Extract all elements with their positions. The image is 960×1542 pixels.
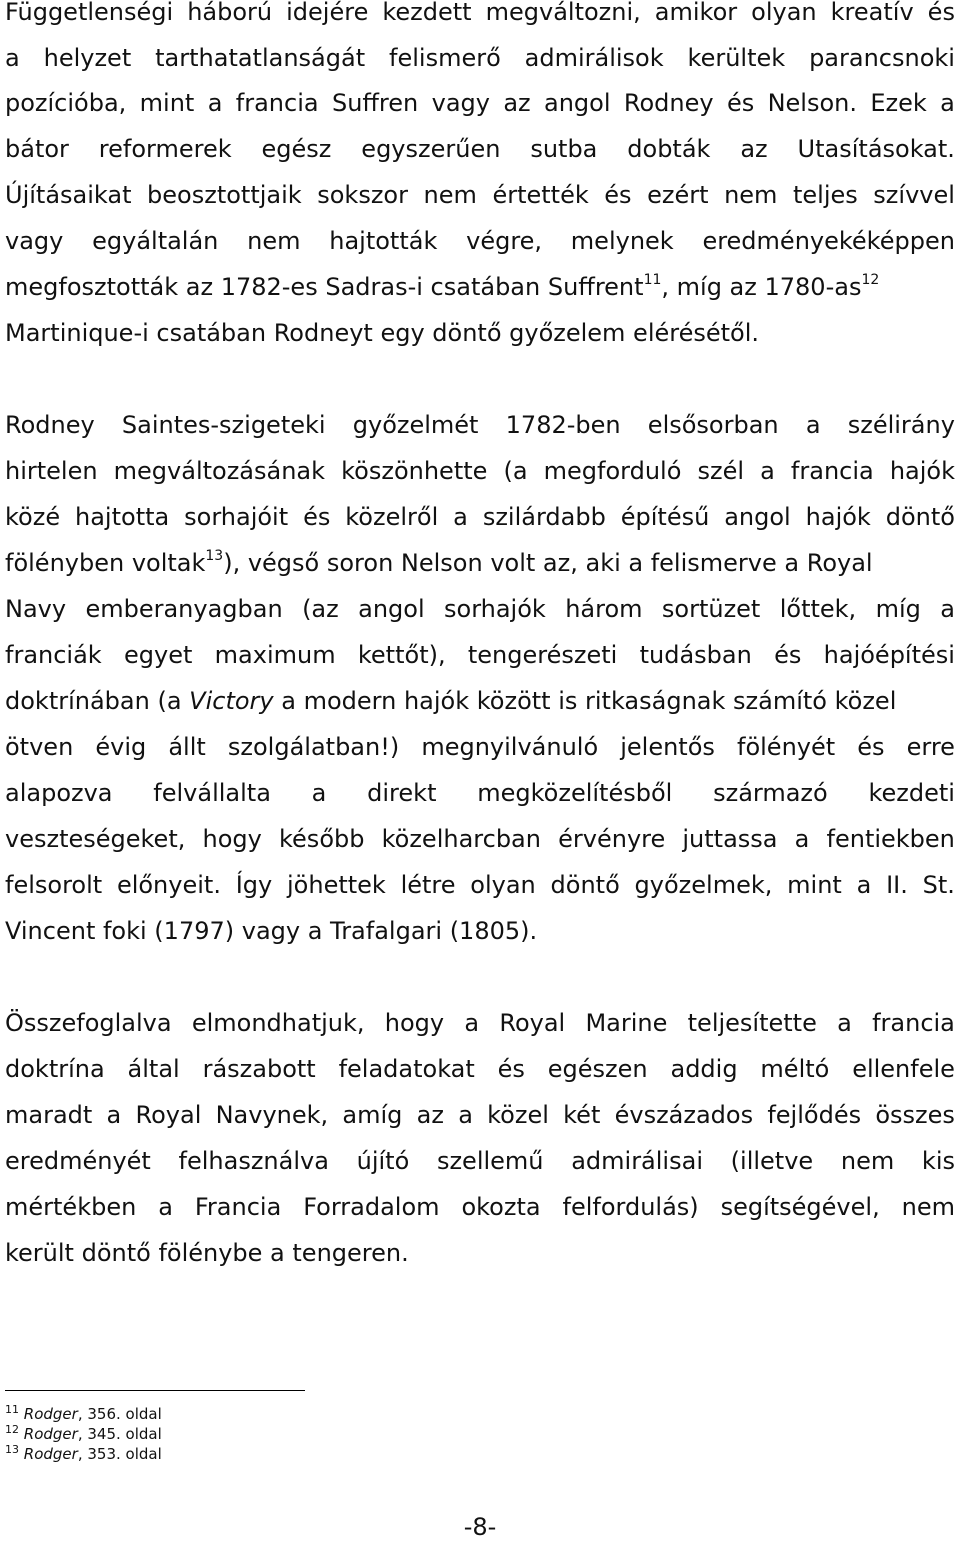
word: hajóépítési — [823, 641, 955, 669]
word: az — [416, 1101, 444, 1129]
word: míg — [875, 595, 921, 623]
footnote-ref-13: 13 — [205, 548, 224, 564]
footnote-source: Rodger — [23, 1425, 78, 1443]
word: és — [604, 181, 632, 209]
word: helyzet — [43, 44, 132, 72]
text-line — [5, 824, 955, 854]
word: teljes — [792, 181, 858, 209]
word: olyan — [751, 0, 817, 26]
word: Saintes-szigeteki — [121, 411, 326, 439]
text-line — [5, 732, 955, 762]
word: döntő — [550, 871, 620, 899]
word: admirálisai — [571, 1147, 703, 1175]
word: Forradalom — [303, 1193, 440, 1221]
word: segítségével, — [720, 1193, 880, 1221]
page-number: -8- — [463, 1513, 497, 1541]
text-line — [5, 594, 955, 624]
word: angol — [544, 89, 611, 117]
word: francia — [872, 1009, 955, 1037]
word: pozícióba, — [5, 89, 127, 117]
word: maradt — [5, 1101, 93, 1129]
text-line — [5, 686, 955, 716]
word: és — [857, 733, 885, 761]
word: emberanyagban — [85, 595, 283, 623]
word: Suffren — [331, 89, 419, 117]
word: előnyeit. — [116, 871, 221, 899]
word: sorhajóit — [184, 503, 289, 531]
word: Francia — [194, 1193, 282, 1221]
word: eredményekéképpen — [702, 227, 955, 255]
word: háború — [187, 0, 273, 26]
word: Utasításokat. — [797, 135, 955, 163]
word: évig — [95, 733, 147, 761]
word: admirálisok — [524, 44, 664, 72]
word: Összefoglalva — [5, 1009, 172, 1037]
word: és — [497, 1055, 525, 1083]
word: hogy — [202, 825, 262, 853]
footnote-ref-11: 11 — [643, 272, 662, 288]
word: elmondhatjuk, — [191, 1009, 365, 1037]
text-line — [5, 870, 955, 900]
word: fölényét — [737, 733, 836, 761]
text-line — [5, 272, 955, 302]
text-line — [5, 43, 955, 73]
word: létre — [400, 871, 456, 899]
word: a — [760, 457, 775, 485]
word: feladatokat — [338, 1055, 475, 1083]
text-line — [5, 1146, 955, 1176]
text-segment: fölényben voltak — [5, 549, 206, 577]
word: a — [464, 1009, 480, 1037]
word: vagy — [5, 227, 64, 255]
word: bátor — [5, 135, 69, 163]
word: összes — [875, 1101, 955, 1129]
word: amíg — [342, 1101, 403, 1129]
word: dobták — [627, 135, 711, 163]
word: egyáltalán — [92, 227, 219, 255]
word: doktrína — [5, 1055, 105, 1083]
word: idejére — [286, 0, 369, 26]
word: kis — [921, 1147, 955, 1175]
footnote-number: 12 — [5, 1423, 19, 1436]
word: felfordulás) — [562, 1193, 699, 1221]
word: évszázados — [614, 1101, 754, 1129]
word: beosztottjaik — [147, 181, 302, 209]
word: St. — [922, 871, 955, 899]
footnote — [5, 1444, 162, 1464]
word: hogy — [384, 1009, 445, 1037]
word: származó — [713, 779, 828, 807]
word: egészen — [547, 1055, 648, 1083]
text-line — [5, 134, 955, 164]
word: a — [453, 503, 468, 531]
word: okozta — [461, 1193, 541, 1221]
footnote-divider — [5, 1390, 305, 1391]
word: kreatív — [830, 0, 914, 26]
word: egyszerűen — [361, 135, 501, 163]
text-segment: a modern hajók között is ritkaságnak számító közel — [281, 687, 897, 715]
word: egész — [261, 135, 332, 163]
word: szélirány — [847, 411, 955, 439]
text-line — [5, 1192, 955, 1222]
text-line — [5, 1054, 955, 1084]
word: angol — [724, 503, 791, 531]
text-line — [5, 1008, 955, 1038]
footnote-ref-12: 12 — [861, 272, 880, 288]
word: a — [940, 89, 955, 117]
word: a — [940, 595, 955, 623]
word: Rodney — [623, 89, 714, 117]
text-line: került döntő fölénybe a tengeren. — [5, 1239, 409, 1267]
word: végre, — [466, 227, 543, 255]
text-segment: megfosztották az 1782-es Sadras-i csatában Suffrent — [5, 273, 644, 301]
word: sokszor — [317, 181, 408, 209]
word: erre — [906, 733, 955, 761]
text-line — [5, 456, 955, 486]
word: három — [565, 595, 643, 623]
word: mint — [139, 89, 195, 117]
word: vagy — [431, 89, 490, 117]
word: felhasználva — [178, 1147, 329, 1175]
word: állt — [168, 733, 206, 761]
word: szívvel — [873, 181, 955, 209]
word: Navy — [5, 595, 67, 623]
word: reformerek — [98, 135, 232, 163]
word: (az — [302, 595, 339, 623]
word: jöhettek — [287, 871, 386, 899]
word: Navynek, — [215, 1101, 329, 1129]
word: sorhajók — [444, 595, 546, 623]
word: Így — [235, 871, 273, 899]
word: kettőt), — [357, 641, 446, 669]
word: felsorolt — [5, 871, 103, 899]
word: a — [805, 411, 821, 439]
word: tarthatatlanságát — [155, 44, 366, 72]
word: kerültek — [687, 44, 786, 72]
word: melynek — [570, 227, 674, 255]
footnote-number: 13 — [5, 1443, 19, 1456]
word: megváltozni, — [485, 0, 641, 26]
word: és — [303, 503, 331, 531]
word: tudásban — [639, 641, 752, 669]
text-segment: doktrínában (a — [5, 687, 182, 715]
footnote-source: Rodger — [23, 1445, 78, 1463]
word: Marine — [585, 1009, 668, 1037]
word: a — [458, 1101, 473, 1129]
word: II. — [886, 871, 908, 899]
word: direkt — [367, 779, 437, 807]
word: kezdett — [382, 0, 472, 26]
word: hajók — [805, 503, 871, 531]
footnote-text: , 356. oldal — [77, 1405, 162, 1423]
word: teljesítette — [687, 1009, 817, 1037]
footnote-text: , 353. oldal — [77, 1445, 162, 1463]
word: érvényre — [558, 825, 666, 853]
word: elsősorban — [647, 411, 779, 439]
word: megnyilvánuló — [421, 733, 599, 761]
word: olyan — [470, 871, 536, 899]
word: franciák — [5, 641, 102, 669]
word: a — [106, 1101, 122, 1129]
footnote-source: Rodger — [23, 1405, 78, 1423]
word: sutba — [530, 135, 598, 163]
word: közelről — [345, 503, 439, 531]
word: (a — [503, 457, 528, 485]
word: hajtották — [329, 227, 438, 255]
word: francia — [235, 89, 319, 117]
text-line — [5, 180, 955, 210]
word: a — [837, 1009, 852, 1037]
text-line — [5, 640, 955, 670]
word: (illetve — [730, 1147, 814, 1175]
word: közelharcban — [381, 825, 541, 853]
word: építésű — [620, 503, 710, 531]
word: az — [503, 89, 531, 117]
word: és — [927, 0, 955, 26]
word: juttassa — [682, 825, 778, 853]
ship-name: Victory — [189, 687, 274, 715]
word: sortüzet — [661, 595, 761, 623]
word: két — [563, 1101, 601, 1129]
word: a — [207, 89, 223, 117]
word: értették — [492, 181, 589, 209]
word: fentiekben — [826, 825, 955, 853]
word: Royal — [499, 1009, 566, 1037]
word: Újításaikat — [5, 181, 132, 209]
text-line: Martinique-i csatában Rodneyt egy döntő győzelem elérésétől. — [5, 319, 760, 347]
word: addig — [670, 1055, 738, 1083]
word: parancsnoki — [809, 44, 955, 72]
text-line — [5, 88, 955, 118]
word: a — [158, 1193, 173, 1221]
text-line — [5, 410, 955, 440]
word: Függetlenségi — [5, 0, 174, 26]
word: rászabott — [202, 1055, 316, 1083]
footnote-text: , 345. oldal — [77, 1425, 162, 1443]
word: angol — [358, 595, 425, 623]
text-line — [5, 548, 955, 578]
word: hajtotta — [75, 503, 170, 531]
word: nem — [423, 181, 477, 209]
text-segment: , míg az 1780-as — [661, 273, 862, 301]
word: tengerészeti — [467, 641, 618, 669]
footnote — [5, 1404, 162, 1424]
word: ötven — [5, 733, 74, 761]
word: győzelmek, — [634, 871, 773, 899]
word: Ezek — [870, 89, 927, 117]
word: nem — [840, 1147, 895, 1175]
text-line — [5, 502, 955, 532]
word: megközelítésből — [477, 779, 673, 807]
word: kezdeti — [868, 779, 955, 807]
word: a — [856, 871, 872, 899]
word: megváltozásának — [113, 457, 326, 485]
word: fejlődés — [767, 1101, 862, 1129]
word: nem — [724, 181, 778, 209]
word: döntő — [885, 503, 955, 531]
word: szellemű — [436, 1147, 544, 1175]
word: felismerő — [389, 44, 501, 72]
word: szél — [697, 457, 745, 485]
word: jelentős — [620, 733, 715, 761]
word: mértékben — [5, 1193, 137, 1221]
word: alapozva — [5, 779, 113, 807]
text-line — [5, 0, 955, 27]
word: újító — [356, 1147, 410, 1175]
word: az — [740, 135, 768, 163]
word: nem — [247, 227, 301, 255]
word: szilárdabb — [482, 503, 606, 531]
text-line — [5, 778, 955, 808]
word: ellenfele — [852, 1055, 955, 1083]
word: amikor — [654, 0, 738, 26]
word: később — [279, 825, 365, 853]
word: ezért — [647, 181, 709, 209]
word: nem — [901, 1193, 955, 1221]
word: a — [5, 44, 20, 72]
word: lőttek, — [779, 595, 857, 623]
word: és — [726, 89, 755, 117]
word: francia — [790, 457, 874, 485]
word: hajók — [889, 457, 955, 485]
word: eredményét — [5, 1147, 151, 1175]
word: Rodney — [5, 411, 95, 439]
word: közé — [5, 503, 61, 531]
word: szolgálatban!) — [227, 733, 400, 761]
word: a — [794, 825, 810, 853]
word: által — [127, 1055, 180, 1083]
footnote-number: 11 — [5, 1403, 19, 1416]
word: mint — [787, 871, 842, 899]
word: győzelmét — [352, 411, 479, 439]
word: a — [311, 779, 327, 807]
text-line — [5, 1100, 955, 1130]
footnote — [5, 1424, 162, 1444]
text-segment: ), végső soron Nelson volt az, aki a felismerve a Royal — [223, 549, 873, 577]
word: méltó — [760, 1055, 830, 1083]
word: egyet — [123, 641, 193, 669]
word: maximum — [214, 641, 336, 669]
word: Nelson. — [767, 89, 857, 117]
word: megforduló — [543, 457, 682, 485]
text-line — [5, 226, 955, 256]
word: felvállalta — [153, 779, 271, 807]
word: Royal — [135, 1101, 202, 1129]
word: veszteségeket, — [5, 825, 186, 853]
word: hirtelen — [5, 457, 98, 485]
word: 1782-ben — [505, 411, 621, 439]
word: és — [774, 641, 802, 669]
word: köszönhette — [341, 457, 488, 485]
word: közel — [487, 1101, 549, 1129]
text-line: Vincent foki (1797) vagy a Trafalgari (1805). — [5, 917, 538, 945]
